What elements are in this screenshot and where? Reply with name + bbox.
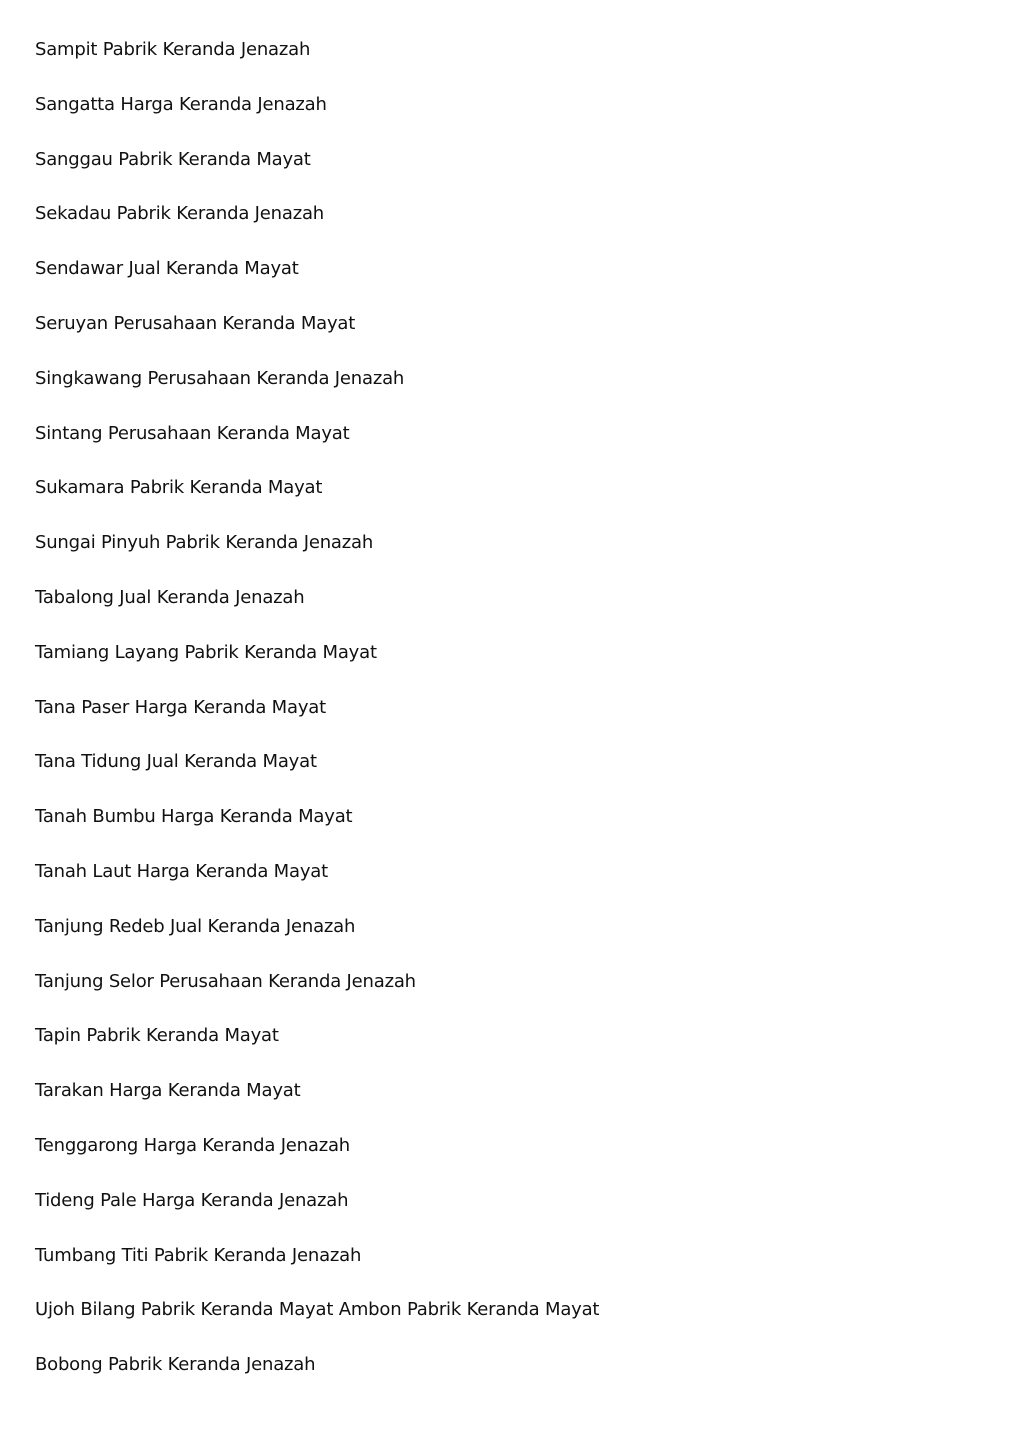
text-line: Tideng Pale Harga Keranda Jenazah <box>35 1189 349 1211</box>
text-line: Seruyan Perusahaan Keranda Mayat <box>35 312 356 334</box>
text-line: Tamiang Layang Pabrik Keranda Mayat <box>35 641 377 663</box>
text-line: Sanggau Pabrik Keranda Mayat <box>35 148 311 170</box>
text-line: Tapin Pabrik Keranda Mayat <box>35 1025 279 1047</box>
text-line: Tana Tidung Jual Keranda Mayat <box>35 751 317 773</box>
text-line: Tarakan Harga Keranda Mayat <box>35 1080 301 1102</box>
text-line: Sungai Pinyuh Pabrik Keranda Jenazah <box>35 532 374 554</box>
text-line: Sukamara Pabrik Keranda Mayat <box>35 477 323 499</box>
text-line: Tanah Bumbu Harga Keranda Mayat <box>35 806 353 828</box>
text-line: Ujoh Bilang Pabrik Keranda Mayat Ambon Pabrik Keranda Mayat <box>35 1299 600 1321</box>
text-list <box>35 36 599 1406</box>
text-line: Sangatta Harga Keranda Jenazah <box>35 93 327 115</box>
text-line: Tanjung Selor Perusahaan Keranda Jenazah <box>35 970 416 992</box>
text-line: Sekadau Pabrik Keranda Jenazah <box>35 203 324 225</box>
text-line: Tana Paser Harga Keranda Mayat <box>35 696 326 718</box>
text-line: Sintang Perusahaan Keranda Mayat <box>35 422 350 444</box>
text-line: Tanjung Redeb Jual Keranda Jenazah <box>35 915 356 937</box>
text-line: Tabalong Jual Keranda Jenazah <box>35 586 305 608</box>
text-line: Sendawar Jual Keranda Mayat <box>35 258 299 280</box>
text-line: Singkawang Perusahaan Keranda Jenazah <box>35 367 405 389</box>
text-line: Bobong Pabrik Keranda Jenazah <box>35 1354 316 1376</box>
text-line: Tenggarong Harga Keranda Jenazah <box>35 1134 351 1156</box>
text-line: Sampit Pabrik Keranda Jenazah <box>35 39 311 60</box>
text-line: Tumbang Titi Pabrik Keranda Jenazah <box>35 1244 362 1266</box>
text-line: Tanah Laut Harga Keranda Mayat <box>35 860 328 882</box>
